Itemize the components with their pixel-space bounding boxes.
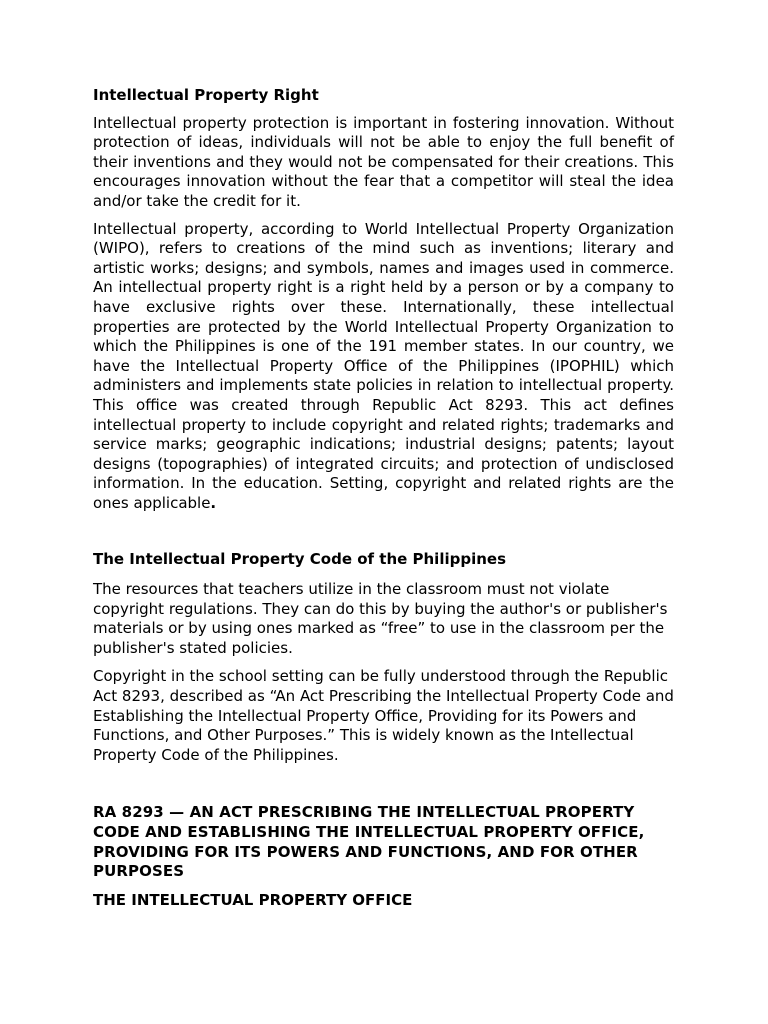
- paragraph-copyright-school-setting: Copyright in the school setting can be fully understood through the Republic Act 8293, described as “An Act Prescribing the Intellectual Property Code and Establishing the Intellectual Property Office, Providing for its Powers and Functions, and Other Purposes.” This is widely known as the Intellectual Property Code of the Philippines.: [93, 667, 674, 764]
- paragraph-ip-definition-text: Intellectual property, according to World Intellectual Property Organization (WIPO), refers to creations of the mind such as inventions; literary and artistic works; designs; and symbols, names and images used in commerce. An intellectual property right is a right held by a person or by a company to have exclusive rights over these. Internationally, these intellectual properties are protected by the World Intellectual Property Organization to which the Philippines is one of the 191 member states. In our country, we have the Intellectual Property Office of the Philippines (IPOPHIL) which administers and implements state policies in relation to intellectual property. This office was created through Republic Act 8293. This act defines intellectual property to include copyright and related rights; trademarks and service marks; geographic indications; industrial designs; patents; layout designs (topographies) of integrated circuits; and protection of undisclosed information. In the education. Setting, copyright and related rights are the ones applicable: [93, 219, 674, 512]
- section-title-ra-8293: RA 8293 — AN ACT PRESCRIBING THE INTELLECTUAL PROPERTY CODE AND ESTABLISHING THE INTELLECTUAL PROPERTY OFFICE, PROVIDING FOR ITS POWERS AND FUNCTIONS, AND FOR OTHER PURPOSES: [93, 803, 645, 881]
- section-title-intellectual-property-right: Intellectual Property Right: [93, 86, 319, 104]
- section-title-ip-code-philippines: The Intellectual Property Code of the Philippines: [93, 550, 507, 569]
- paragraph-classroom-resources: The resources that teachers utilize in the classroom must not violate copyright regulations. They can do this by buying the author's or publisher's materials or by using ones marked as “free” to use in the classroom per the publisher's stated policies.: [93, 580, 668, 657]
- section-subtitle-ip-office: THE INTELLECTUAL PROPERTY OFFICE: [93, 890, 413, 909]
- paragraph-ip-protection: Intellectual property protection is important in fostering innovation. Without protection of ideas, individuals will not be able to enjoy the full benefit of their inventions and they would not be compensated for their creations. This encourages innovation without the fear that a competitor will steal the idea and/or take the credit for it.: [93, 113, 674, 210]
- paragraph-ip-definition: [93, 220, 674, 514]
- paragraph-ip-definition-period: .: [210, 493, 217, 512]
